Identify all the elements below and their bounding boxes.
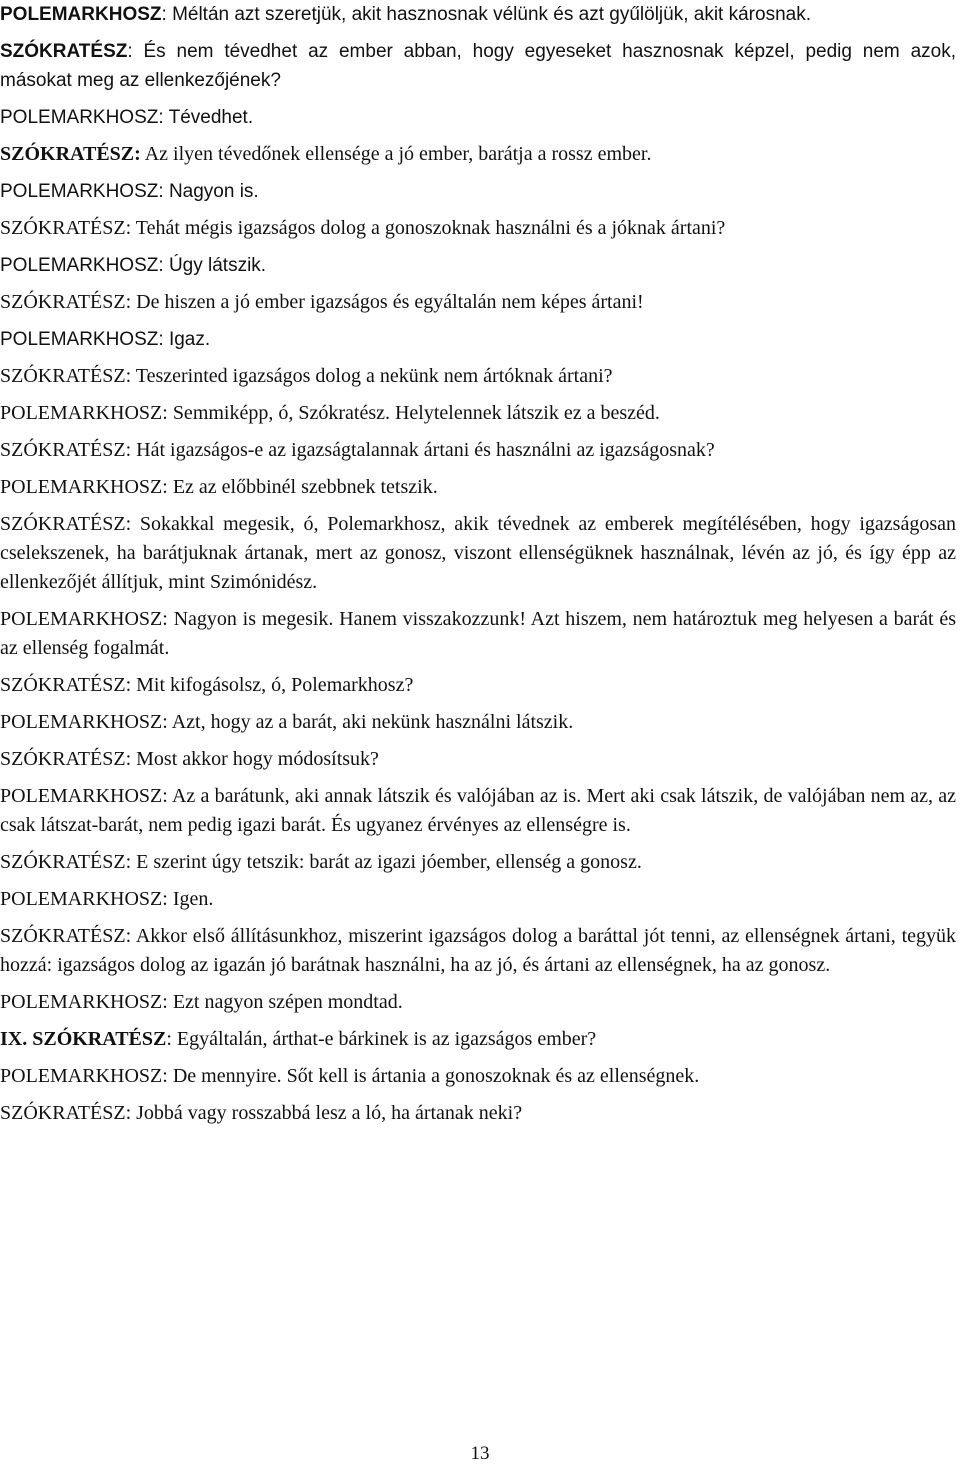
dialogue-turn: POLEMARKHOSZ: De mennyire. Sőt kell is ártania a gonoszoknak és az ellenségnek.: [0, 1065, 700, 1087]
utterance: Sokakkal megesik, ó, Polemarkhosz, akik tévednek az emberek megítélésében, hogy igazságosan cselekszenek, ha barátjuknak ártanak, mert az gonosz, viszont ellenségüknek használnak, lévén az jó, és így épp az ellenkezőjét állítjuk, mint Szimónidész.: [0, 513, 956, 593]
dialogue-turn: POLEMARKHOSZ: Igen.: [0, 888, 214, 910]
dialogue-turn: POLEMARKHOSZ: Tévedhet.: [0, 107, 254, 128]
speaker-name: SZÓKRATÉSZ: [0, 851, 126, 873]
dialogue-turn: POLEMARKHOSZ: Az a barátunk, aki annak látszik és valójában az is. Mert aki csak látszik, de valójában nem az, az csak látszat-barát, nem pedig igazi barát. És ugyanez érvényes az ellenségre is.: [0, 785, 956, 836]
dialogue-turn: POLEMARKHOSZ: Méltán azt szeretjük, akit hasznosnak vélünk és azt gyűlöljük, akit károsnak.: [0, 4, 811, 25]
dialogue-turn: SZÓKRATÉSZ: Tehát mégis igazságos dolog a gonoszoknak használni és a jóknak ártani?: [0, 217, 726, 239]
speaker-name: SZÓKRATÉSZ: [0, 1102, 126, 1124]
speaker-name: SZÓKRATÉSZ: [0, 217, 126, 239]
dialogue-turn: POLEMARKHOSZ: Igaz.: [0, 329, 211, 350]
utterance: Mit kifogásolsz, ó, Polemarkhosz?: [136, 674, 414, 696]
speaker-name: SZÓKRATÉSZ: [0, 748, 126, 770]
utterance: Igen.: [172, 888, 214, 910]
dialogue-turn: POLEMARKHOSZ: Azt, hogy az a barát, aki nekünk használni látszik.: [0, 711, 574, 733]
speaker-name: SZÓKRATÉSZ: [0, 439, 126, 461]
dialogue-turn: SZÓKRATÉSZ: És nem tévedhet az ember abban, hogy egyeseket hasznosnak képzel, pedig nem azok, másokat meg az ellenkezőjének?: [0, 41, 956, 91]
utterance: Semmiképp, ó, Szókratész. Helytelennek látszik ez a beszéd.: [172, 402, 660, 424]
utterance: Ez az előbbinél szebbnek tetszik.: [172, 476, 438, 498]
speaker-name: SZÓKRATÉSZ: [0, 143, 135, 165]
utterance: Méltán azt szeretjük, akit hasznosnak vélünk és azt gyűlöljük, akit károsnak.: [172, 4, 811, 25]
speaker-name: POLEMARKHOSZ: [0, 329, 159, 350]
speaker-name: POLEMARKHOSZ: [0, 785, 163, 807]
speaker-name: POLEMARKHOSZ: [0, 888, 163, 910]
speaker-name: POLEMARKHOSZ: [0, 711, 163, 733]
utterance: Tehát mégis igazságos dolog a gonoszoknak használni és a jóknak ártani?: [135, 217, 726, 239]
utterance: Akkor első állításunkhoz, miszerint igazságos dolog a baráttal jót tenni, az ellenségnek ártani, tegyük hozzá: igazságos dolog az igazán jó barátnak használni, ha az jó, és ártani az ellenségnek, ha az gonosz.: [0, 925, 957, 976]
utterance: Az ilyen tévedőnek ellensége a jó ember, barátja a rossz ember.: [144, 143, 652, 165]
dialogue-turn: POLEMARKHOSZ: Semmiképp, ó, Szókratész. Helytelennek látszik ez a beszéd.: [0, 402, 660, 424]
utterance: De mennyire. Sőt kell is ártania a gonoszoknak és az ellenségnek.: [172, 1065, 700, 1087]
utterance: Most akkor hogy módosítsuk?: [136, 748, 379, 770]
utterance: Hát igazságos-e az igazságtalannak ártani és használni az igazságosnak?: [136, 439, 715, 461]
speaker-name: POLEMARKHOSZ: [0, 107, 159, 128]
utterance: Teszerinted igazságos dolog a nekünk nem ártóknak ártani?: [135, 365, 613, 387]
utterance: E szerint úgy tetszik: barát az igazi jóember, ellenség a gonosz.: [136, 851, 642, 873]
utterance: Egyáltalán, árthat-e bárkinek is az igazságos ember?: [176, 1028, 597, 1050]
speaker-name: SZÓKRATÉSZ: [0, 41, 128, 62]
utterance: Úgy látszik.: [168, 255, 267, 276]
utterance: Az a barátunk, aki annak látszik és valójában az is. Mert aki csak látszik, de valójában nem az, az csak látszat-barát, nem pedig igazi barát. És ugyanez érvényes az ellenségre is.: [0, 785, 956, 836]
dialogue-turn: SZÓKRATÉSZ: Az ilyen tévedőnek ellensége a jó ember, barátja a rossz ember.: [0, 143, 652, 165]
utterance: Azt, hogy az a barát, aki nekünk használni látszik.: [171, 711, 574, 733]
page-number: 13: [470, 1443, 490, 1464]
speaker-name: POLEMARKHOSZ: [0, 608, 163, 630]
speaker-name: POLEMARKHOSZ: [0, 181, 159, 202]
dialogue-turn: SZÓKRATÉSZ: E szerint úgy tetszik: barát az igazi jóember, ellenség a gonosz.: [0, 851, 642, 873]
dialogue-turn: SZÓKRATÉSZ: Sokakkal megesik, ó, Polemarkhosz, akik tévednek az emberek megítélésében, hogy igazságosan cselekszenek, ha barátjuknak ártanak, mert az gonosz, viszont ellenségüknek használnak, lévén az jó, és így épp az ellenkezőjét állítjuk, mint Szimónidész.: [0, 513, 956, 593]
dialogue-turn: SZÓKRATÉSZ: Teszerinted igazságos dolog a nekünk nem ártóknak ártani?: [0, 365, 613, 387]
utterance: De hiszen a jó ember igazságos és egyáltalán nem képes ártani!: [136, 291, 644, 313]
speaker-name: SZÓKRATÉSZ: [0, 365, 126, 387]
dialogue-turn: SZÓKRATÉSZ: Hát igazságos-e az igazságtalannak ártani és használni az igazságosnak?: [0, 439, 715, 461]
utterance: Nagyon is.: [168, 181, 259, 202]
speaker-name: SZÓKRATÉSZ: [0, 674, 126, 696]
speaker-name: SZÓKRATÉSZ: [32, 1028, 167, 1050]
dialogue-turn: SZÓKRATÉSZ: Mit kifogásolsz, ó, Polemarkhosz?: [0, 674, 414, 696]
utterance: Ezt nagyon szépen mondtad.: [172, 991, 403, 1013]
dialogue-turn: SZÓKRATÉSZ: Akkor első állításunkhoz, miszerint igazságos dolog a baráttal jót tenni, az ellenségnek ártani, tegyük hozzá: igazságos dolog az igazán jó barátnak használni, ha az jó, és ártani az ellenségnek, ha az gonosz.: [0, 925, 957, 976]
speaker-name: POLEMARKHOSZ: [0, 255, 159, 276]
utterance: Nagyon is megesik. Hanem visszakozzunk! Azt hiszem, nem határoztuk meg helyesen a barát és az ellenség fogalmát.: [0, 608, 957, 659]
speaker-name: POLEMARKHOSZ: [0, 1065, 163, 1087]
speaker-name: POLEMARKHOSZ: [0, 402, 163, 424]
speaker-name: SZÓKRATÉSZ: [0, 513, 126, 535]
dialogue-turn: POLEMARKHOSZ: Úgy látszik.: [0, 255, 267, 276]
speaker-name: SZÓKRATÉSZ: [0, 925, 126, 947]
utterance: Tévedhet.: [168, 107, 254, 128]
utterance: Jobbá vagy rosszabbá lesz a ló, ha ártanak neki?: [136, 1102, 523, 1124]
speaker-name: POLEMARKHOSZ: [0, 991, 163, 1013]
section-number: IX.: [0, 1028, 28, 1050]
utterance: És nem tévedhet az ember abban, hogy egyeseket hasznosnak képzel, pedig nem azok, másokat meg az ellenkezőjének?: [0, 41, 956, 91]
speaker-name: SZÓKRATÉSZ: [0, 291, 126, 313]
speaker-name: POLEMARKHOSZ: [0, 4, 162, 25]
dialogue-turn: POLEMARKHOSZ: Nagyon is.: [0, 181, 259, 202]
dialogue-turn: SZÓKRATÉSZ: Jobbá vagy rosszabbá lesz a ló, ha ártanak neki?: [0, 1102, 523, 1124]
dialogue-turn: SZÓKRATÉSZ: De hiszen a jó ember igazságos és egyáltalán nem képes ártani!: [0, 291, 644, 313]
dialogue-turn: POLEMARKHOSZ: Ezt nagyon szépen mondtad.: [0, 991, 403, 1013]
dialogue-turn: POLEMARKHOSZ: Nagyon is megesik. Hanem visszakozzunk! Azt hiszem, nem határoztuk meg helyesen a barát és az ellenség fogalmát.: [0, 608, 957, 659]
dialogue-turn: POLEMARKHOSZ: Ez az előbbinél szebbnek tetszik.: [0, 476, 438, 498]
utterance: Igaz.: [168, 329, 211, 350]
dialogue-turn: IX. SZÓKRATÉSZ: Egyáltalán, árthat-e bárkinek is az igazságos ember?: [0, 1028, 597, 1050]
speaker-name: POLEMARKHOSZ: [0, 476, 163, 498]
dialogue-turn: SZÓKRATÉSZ: Most akkor hogy módosítsuk?: [0, 748, 379, 770]
